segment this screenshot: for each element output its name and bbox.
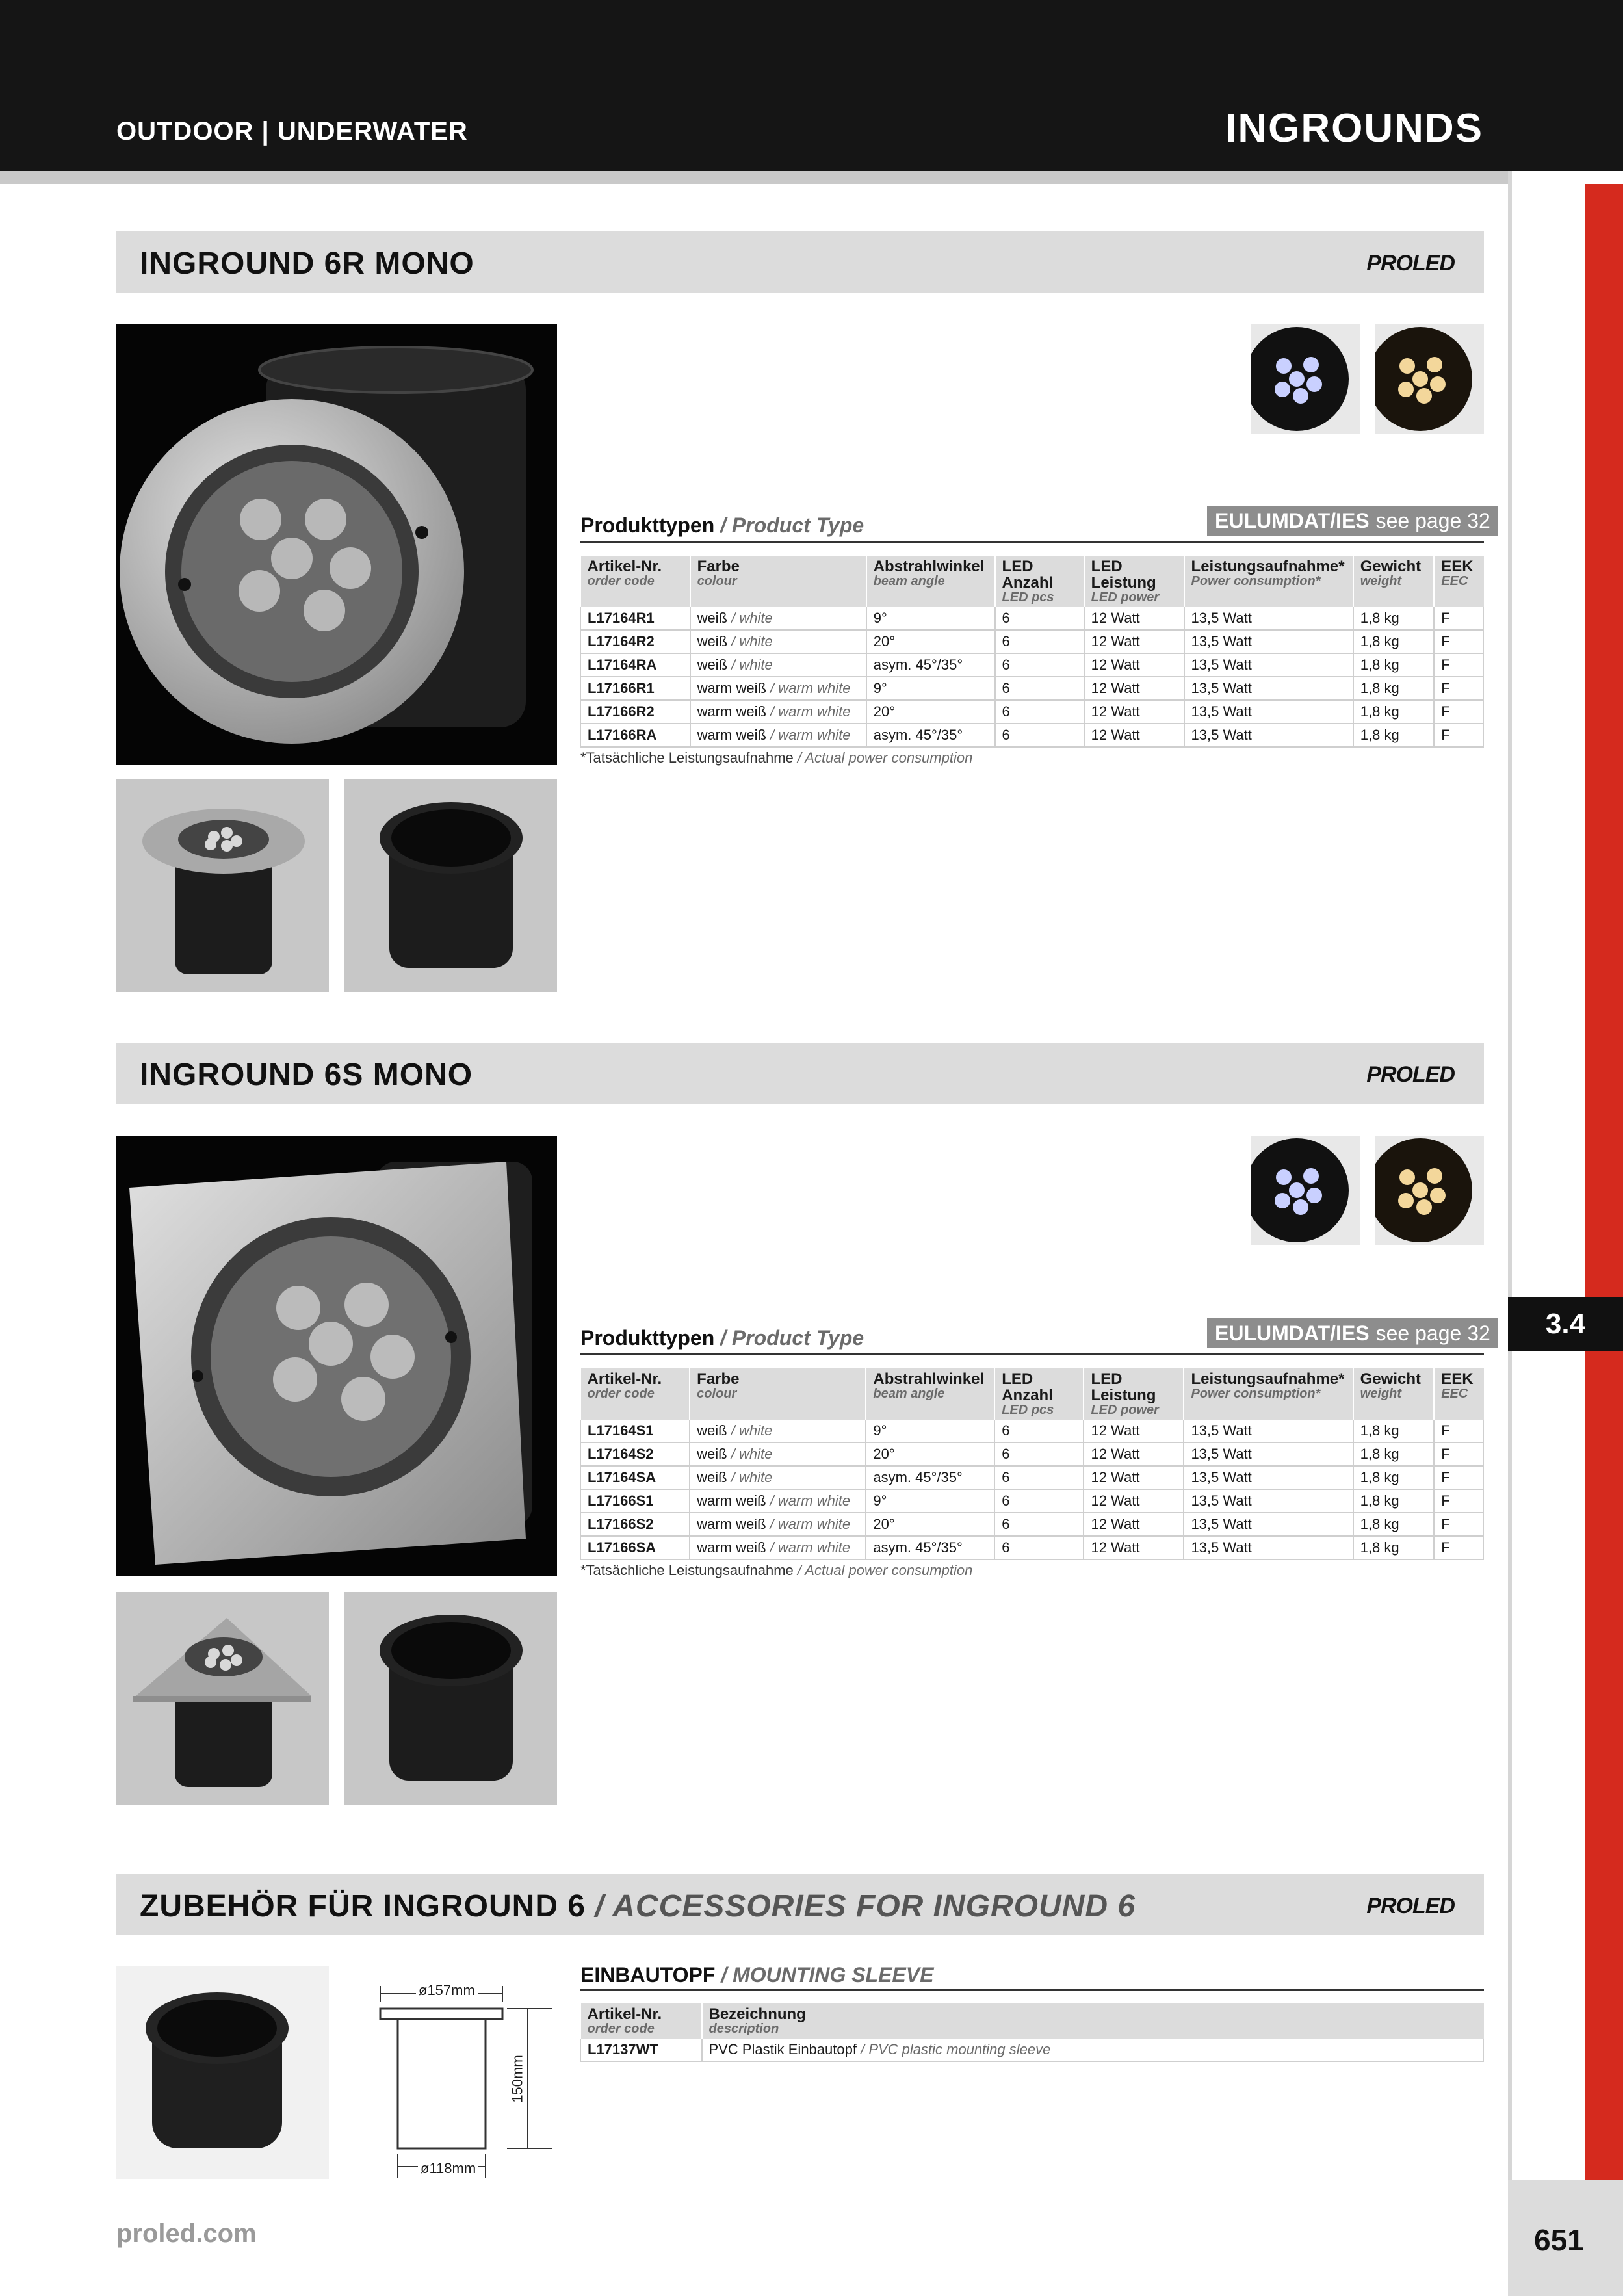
chapter-tab: 3.4: [1508, 1297, 1623, 1351]
swatch-warm-white: [1375, 324, 1484, 434]
round-inground-image: [116, 324, 557, 765]
table-cell: 13,5 Watt: [1184, 700, 1353, 724]
order-code-cell: L17164SA: [581, 1466, 690, 1489]
order-code-cell: L17166RA: [581, 724, 690, 747]
table-row: [581, 1513, 1484, 1536]
product-photo-side: [116, 1592, 329, 1805]
footer-website[interactable]: proled.com: [116, 2219, 257, 2248]
table-header: [581, 556, 1484, 607]
table-cell: weiß / white: [690, 653, 866, 677]
category-label: OUTDOOR | UNDERWATER: [116, 117, 468, 146]
heading-rule: [580, 541, 1484, 543]
order-code-cell: L17164S1: [581, 1420, 690, 1442]
table-cell: warm weiß / warm white: [690, 1513, 866, 1536]
table-cell: 9°: [866, 1489, 994, 1513]
table-cell: 6: [995, 607, 1084, 630]
table-cell: warm weiß / warm white: [690, 1489, 866, 1513]
table-cell: 6: [994, 1420, 1084, 1442]
table-cell: 20°: [866, 630, 995, 653]
table-cell: 6: [994, 1513, 1084, 1536]
order-code-cell: L17166SA: [581, 1536, 690, 1559]
column-header: Gewicht weight: [1353, 1368, 1435, 1420]
table-cell: 13,5 Watt: [1184, 607, 1353, 630]
table-body: [581, 1420, 1484, 1559]
table-cell: 6: [994, 1536, 1084, 1559]
page-header: [0, 0, 1623, 171]
page-number: 651: [1534, 2223, 1584, 2257]
table-cell: 9°: [866, 1420, 994, 1442]
table-cell: asym. 45°/35°: [866, 1536, 994, 1559]
table-cell: 1,8 kg: [1353, 630, 1435, 653]
mounting-sleeve-photo: [116, 1966, 329, 2179]
heading-rule: [580, 1353, 1484, 1355]
column-header: Leistungsaufnahme* Power consumption*: [1184, 556, 1353, 607]
table-cell: 1,8 kg: [1353, 1536, 1435, 1559]
table-cell: 1,8 kg: [1353, 1489, 1435, 1513]
table-row: [581, 1536, 1484, 1559]
table-cell: 20°: [866, 1442, 994, 1466]
spec-table-6s: [580, 1368, 1484, 1560]
section-bar-accessories: [116, 1874, 1484, 1935]
table-cell: 6: [994, 1466, 1084, 1489]
accessory-heading: EINBAUTOPF / MOUNTING SLEEVE: [580, 1963, 934, 1987]
table-cell: 12 Watt: [1084, 1442, 1184, 1466]
table-header: Artikel-Nr. order code Bezeichnung description: [581, 2003, 1484, 2039]
table-row: L17137WT PVC Plastik Einbautopf / PVC plastic mounting sleeve: [581, 2039, 1484, 2061]
table-cell: 1,8 kg: [1353, 1420, 1435, 1442]
side-accent-bar: [1585, 184, 1623, 2180]
table-cell: 6: [995, 724, 1084, 747]
table-cell: 12 Watt: [1084, 700, 1184, 724]
square-inground-image: [116, 1136, 557, 1576]
table-cell: F: [1434, 700, 1483, 724]
product-photo-side: [116, 779, 329, 992]
table-cell: 13,5 Watt: [1184, 630, 1353, 653]
brand-logo: PROLED: [1366, 251, 1455, 276]
table-cell: 12 Watt: [1084, 1420, 1184, 1442]
table-cell: 13,5 Watt: [1184, 1489, 1353, 1513]
table-row: [581, 653, 1484, 677]
page-title: INGROUNDS: [1225, 106, 1483, 151]
table-row: [581, 1420, 1484, 1442]
table-cell: 12 Watt: [1084, 1513, 1184, 1536]
swatch-warm-white: [1375, 1136, 1484, 1245]
table-cell: F: [1434, 630, 1483, 653]
table-cell: F: [1434, 1489, 1483, 1513]
table-cell: 12 Watt: [1084, 724, 1184, 747]
table-cell: F: [1434, 1513, 1483, 1536]
eulumdat-badge[interactable]: EULUMDAT/IES see page 32: [1207, 506, 1498, 536]
table-cell: 13,5 Watt: [1184, 1536, 1353, 1559]
column-header: LED Anzahl LED pcs: [995, 556, 1084, 607]
table-cell: warm weiß / warm white: [690, 700, 866, 724]
accessory-table: [580, 2003, 1484, 2062]
product-photo-main: [116, 1136, 557, 1576]
table-cell: 13,5 Watt: [1184, 653, 1353, 677]
table-cell: warm weiß / warm white: [690, 677, 866, 700]
table-cell: 13,5 Watt: [1184, 1442, 1353, 1466]
table-cell: 12 Watt: [1084, 607, 1184, 630]
table-row: [581, 630, 1484, 653]
table-cell: 1,8 kg: [1353, 677, 1435, 700]
table-cell: 1,8 kg: [1353, 1442, 1435, 1466]
brand-logo: PROLED: [1366, 1894, 1455, 1918]
footnote: *Tatsächliche Leistungsaufnahme / Actual power consumption: [580, 1562, 973, 1578]
table-cell: weiß / white: [690, 1420, 866, 1442]
side-divider: [1508, 171, 1512, 2296]
table-cell: warm weiß / warm white: [690, 724, 866, 747]
brand-logo: PROLED: [1366, 1062, 1455, 1087]
section-title: ZUBEHÖR FÜR INGROUND 6 / ACCESSORIES FOR INGROUND 6: [140, 1889, 1136, 1924]
product-photo-main: [116, 324, 557, 765]
product-type-heading: Produkttypen / Product Type: [580, 1326, 864, 1350]
table-cell: warm weiß / warm white: [690, 1536, 866, 1559]
product-type-heading: Produkttypen / Product Type: [580, 514, 864, 537]
table-cell: 12 Watt: [1084, 1536, 1184, 1559]
table-cell: 13,5 Watt: [1184, 677, 1353, 700]
table-row: [581, 1489, 1484, 1513]
column-header: EEK EEC: [1434, 556, 1483, 607]
table-cell: 12 Watt: [1084, 1466, 1184, 1489]
table-cell: 6: [995, 700, 1084, 724]
table-cell: F: [1434, 1466, 1483, 1489]
table-cell: 13,5 Watt: [1184, 1513, 1353, 1536]
column-header: Artikel-Nr. order code: [581, 1368, 690, 1420]
table-cell: 1,8 kg: [1353, 1513, 1435, 1536]
table-row: [581, 607, 1484, 630]
table-cell: F: [1434, 1442, 1483, 1466]
table-cell: 1,8 kg: [1353, 653, 1435, 677]
table-cell: F: [1434, 607, 1483, 630]
dim-top: ø157mm: [416, 1982, 478, 1999]
table-cell: 13,5 Watt: [1184, 1420, 1353, 1442]
table-row: [581, 1466, 1484, 1489]
table-cell: F: [1434, 1536, 1483, 1559]
table-row: [581, 677, 1484, 700]
table-cell: asym. 45°/35°: [866, 653, 995, 677]
table-cell: 13,5 Watt: [1184, 724, 1353, 747]
order-code-cell: L17166S2: [581, 1513, 690, 1536]
table-cell: 6: [995, 653, 1084, 677]
column-header: Abstrahlwinkel beam angle: [866, 556, 995, 607]
heading-rule: [580, 1989, 1484, 1991]
table-cell: 1,8 kg: [1353, 724, 1435, 747]
table-cell: F: [1434, 677, 1483, 700]
table-cell: 20°: [866, 700, 995, 724]
swatch-white: [1251, 1136, 1360, 1245]
table-cell: 12 Watt: [1084, 653, 1184, 677]
column-header: LED Leistung LED power: [1084, 1368, 1184, 1420]
table-cell: asym. 45°/35°: [866, 724, 995, 747]
page-number-box: [1508, 2180, 1623, 2296]
swatch-white: [1251, 324, 1360, 434]
header-strip: [0, 171, 1508, 184]
section-bar-6r: [116, 231, 1484, 293]
table-cell: 6: [995, 677, 1084, 700]
table-cell: F: [1434, 653, 1483, 677]
table-header: [581, 1368, 1484, 1420]
column-header: Artikel-Nr. order code: [581, 556, 690, 607]
table-cell: 1,8 kg: [1353, 607, 1435, 630]
table-cell: 13,5 Watt: [1184, 1466, 1353, 1489]
dim-bottom: ø118mm: [418, 2160, 478, 2177]
table-cell: 12 Watt: [1084, 1489, 1184, 1513]
table-cell: 9°: [866, 607, 995, 630]
spec-table-6r: [580, 556, 1484, 748]
table-cell: 20°: [866, 1513, 994, 1536]
table-body: [581, 607, 1484, 747]
table-cell: 6: [994, 1489, 1084, 1513]
column-header: LED Leistung LED power: [1084, 556, 1184, 607]
order-code-cell: L17164RA: [581, 653, 690, 677]
section-title: INGROUND 6R MONO: [140, 246, 474, 281]
column-header: Gewicht weight: [1353, 556, 1435, 607]
order-code-cell: L17164S2: [581, 1442, 690, 1466]
column-header: Farbe colour: [690, 1368, 866, 1420]
order-code-cell: L17166R1: [581, 677, 690, 700]
table-cell: F: [1434, 1420, 1483, 1442]
table-cell: F: [1434, 724, 1483, 747]
table-cell: 12 Watt: [1084, 677, 1184, 700]
order-code-cell: L17164R2: [581, 630, 690, 653]
table-row: [581, 700, 1484, 724]
column-header: Farbe colour: [690, 556, 866, 607]
table-cell: weiß / white: [690, 1442, 866, 1466]
mounting-sleeve-photo: [344, 779, 557, 992]
table-cell: 12 Watt: [1084, 630, 1184, 653]
table-cell: asym. 45°/35°: [866, 1466, 994, 1489]
dim-height: 150mm: [509, 2055, 526, 2103]
table-cell: 6: [994, 1442, 1084, 1466]
table-row: [581, 1442, 1484, 1466]
table-cell: weiß / white: [690, 607, 866, 630]
column-header: Abstrahlwinkel beam angle: [866, 1368, 994, 1420]
table-cell: 9°: [866, 677, 995, 700]
column-header: EEK EEC: [1434, 1368, 1483, 1420]
table-cell: 1,8 kg: [1353, 1466, 1435, 1489]
dimension-drawing: [364, 1973, 572, 2184]
eulumdat-badge[interactable]: EULUMDAT/IES see page 32: [1207, 1318, 1498, 1348]
order-code-cell: L17166S1: [581, 1489, 690, 1513]
column-header: Leistungsaufnahme* Power consumption*: [1184, 1368, 1353, 1420]
section-bar-6s: [116, 1043, 1484, 1104]
table-row: [581, 724, 1484, 747]
column-header: LED Anzahl LED pcs: [994, 1368, 1084, 1420]
table-cell: weiß / white: [690, 1466, 866, 1489]
order-code-cell: L17164R1: [581, 607, 690, 630]
mounting-sleeve-photo: [344, 1592, 557, 1805]
order-code-cell: L17166R2: [581, 700, 690, 724]
table-cell: weiß / white: [690, 630, 866, 653]
table-cell: 6: [995, 630, 1084, 653]
table-cell: 1,8 kg: [1353, 700, 1435, 724]
footnote: *Tatsächliche Leistungsaufnahme / Actual power consumption: [580, 750, 973, 766]
section-title: INGROUND 6S MONO: [140, 1058, 473, 1092]
